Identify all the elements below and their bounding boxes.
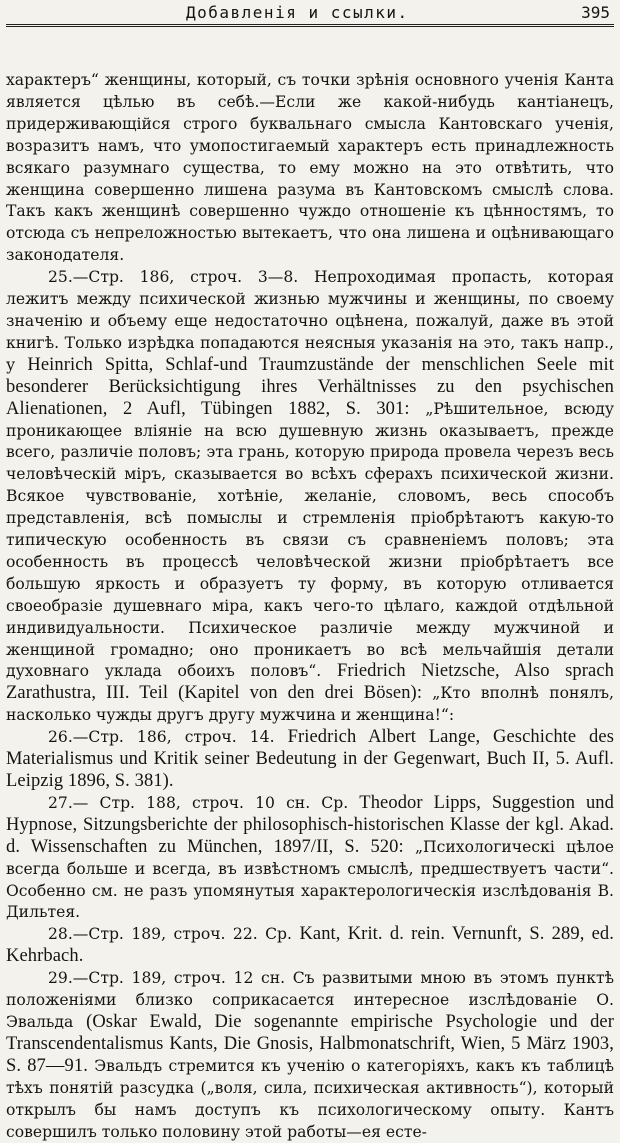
text-segment: „Кто вполнѣ понялъ, насколько чужды другъ другу мужчина и женщина!“: [6, 684, 614, 725]
text-segment: „Психологическі цѣлое всегда больше и всегда, въ извѣстномъ смыслѣ, предшествуетъ части“. Особенно см. не разъ упомянутыя характерологическія изслѣдованія В. Дильтея. [6, 837, 614, 922]
latin-citation: Friedrich Nietzsche, Also sprach Zarathustra, III. Teil (Kapitel von den drei Bösen): [6, 661, 614, 704]
paragraph-continuation [6, 70, 614, 267]
note-28 [6, 924, 614, 968]
text-segment: характеръ“ женщины, который, съ точки зрѣнія основного ученія Канта является цѣлью въ себѣ.—Если же какой-нибудь кантіанецъ, придерживающійся строго буквальнаго смысла Кантовскаго ученія, возразитъ намъ, что умопостигаемый характеръ есть принадлежность всякаго разумнаго существа, то ему можно на это отвѣтить, что женщина совершенно лишена разума въ Кантовскомъ смыслѣ слова. Такъ какъ женщинѣ совершенно чуждо отношеніе къ цѣнностямъ, то отсюда съ непреложностью вытекаетъ, что она лишена и оцѣнивающаго законодателя. [6, 71, 614, 265]
latin-citation: Kant, Krit. d. rein. Vernunft, S. 289, ed. Kehrbach. [6, 924, 615, 967]
latin-citation: Theodor Lipps, Suggestion und Hypnose, Sitzungsberichte der philosophisch-historischen Klasse der kgl. Akad. d. Wissenschaften zu München, 1897/II, S. 520: [6, 792, 614, 857]
note-26 [6, 727, 614, 793]
text-segment: 28.—Стр. 189, строч. 22. Ср. [48, 925, 300, 944]
text-segment: Эвальдъ стремится къ ученію о категоріяхъ, какъ къ таблицѣ тѣхъ понятій разсудка („воля, сила, психическая активность“), который открылъ бы намъ доступъ къ психологическому опыту. Кантъ совершилъ только половину этой работы—ея есте- [6, 1056, 614, 1141]
latin-citation: (Oskar Ewald, Die sogenannte empirische Psychologie und der Transcendentalismus Kants, Die Gnosis, Halbmonatschrift, Wien, 5 März 1903, S. 87—91. [6, 1011, 614, 1076]
note-25 [6, 267, 614, 727]
text-segment: 29.—Стр. 189, строч. 12 сн. Съ развитыми мною въ этомъ пунктѣ положеніями близко соприкасается интересное изслѣдованіе О. Эвальда [6, 969, 614, 1031]
text-segment: 26.—Стр. 186, строч. 14. [48, 728, 288, 747]
note-27 [6, 793, 614, 924]
text-segment: 25.—Стр. 186, строч. 3—8. Непроходимая пропасть, которая лежитъ между психической жизнью мужчины и женщины, по своему значенію и объему еще недостаточно оцѣнена, пожалуй, даже въ этой книгѣ. Только изрѣдка попадаются неясныя указанія на это, такъ напр., у [6, 268, 614, 374]
latin-citation: Friedrich Albert Lange, Geschichte des Materialismus und Kritik seiner Bedeutung in der Gegenwart, Buch II, 5. Aufl. Leipzig 1896, S. 381). [6, 727, 614, 791]
note-29 [6, 968, 614, 1143]
running-title: Добавленія и ссылки. [186, 3, 409, 22]
body-text [6, 70, 614, 1143]
latin-citation: Heinrich Spitta, Schlaf-und Traumzustände der menschlichen Seele mit besonderer Berücksichtigung ihres Verhältnisses zu den psychischen Alienationen, 2 Aufl, Tübingen 1882, S. 301: [6, 354, 614, 419]
text-segment: 27.— Стр. 188, строч. 10 сн. Ср. [48, 793, 360, 812]
running-header [6, 0, 614, 27]
text-segment: „Рѣшительное, всюду проникающее вліяніе на всю душевную жизнь оказываетъ, прежде всего, различіе половъ; эта грань, которую природа провела черезъ весь человѣческій міръ, сказывается во всѣхъ сферахъ психической жизни. Всякое чувствованіе, хотѣніе, желаніе, словомъ, весь способъ представленія, всѣ помыслы и стремленія пріобрѣтаютъ какую-то типическую особенность въ связи съ сравненіемъ половъ; эта особенность въ процессѣ человѣческой жизни пріобрѣтаетъ все большую яркость и образуетъ ту форму, въ которую отливается своеобразіе душевнаго міра, какъ чего-то цѣлаго, каждой отдѣльной индивидуальности. Психическое различіе между мужчиной и женщиной громадно; оно проникаетъ во всѣ мельчайшія детали духовнаго уклада обоихъ половъ“. [6, 399, 614, 681]
page-number: 395 [581, 3, 610, 22]
